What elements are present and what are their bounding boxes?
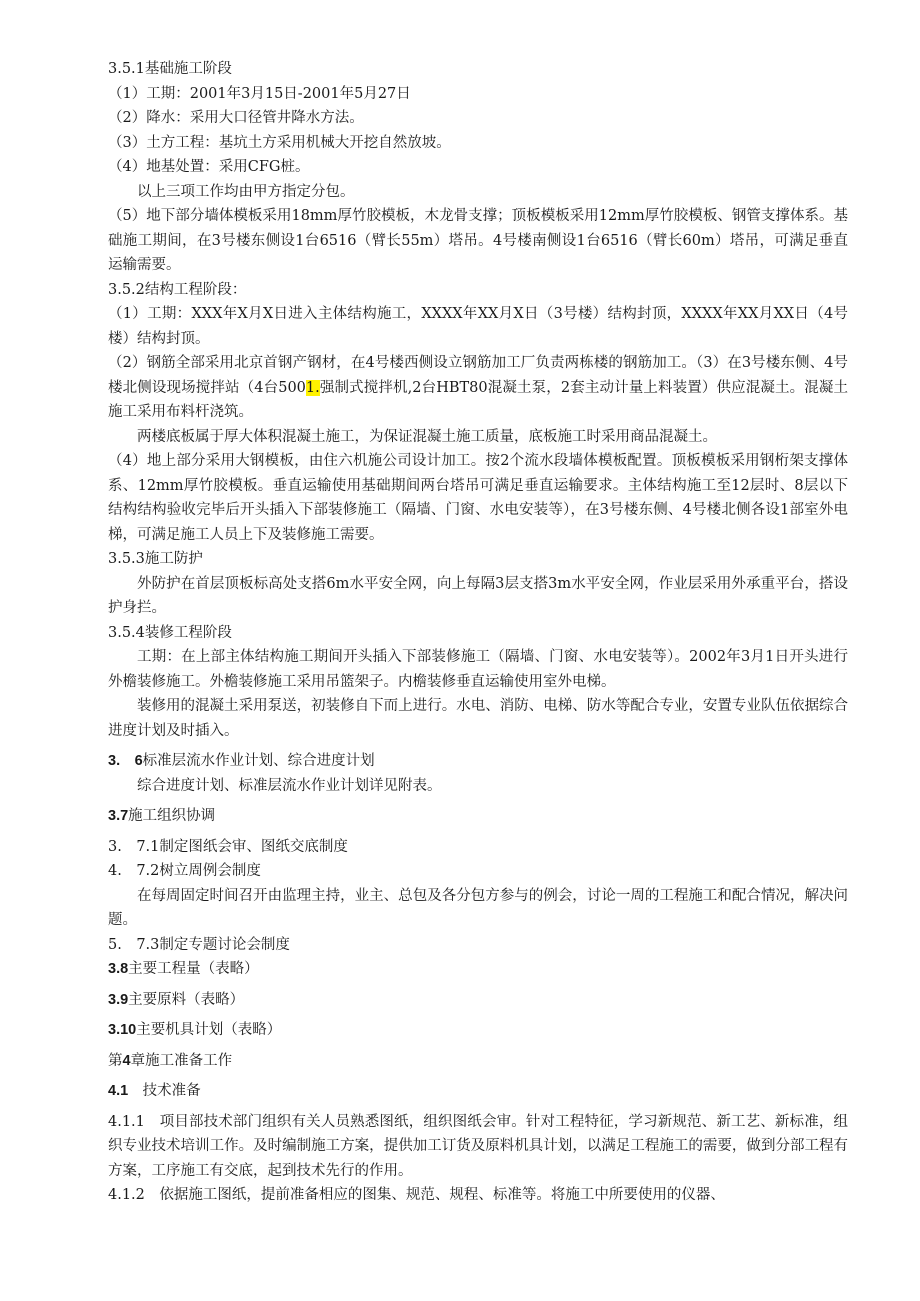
section-number: 3.10 [108,1022,137,1038]
section-heading-3-5-3: 3.5.3施工防护 [108,551,203,567]
section-heading-3-9 [108,988,848,1013]
document-page [108,57,848,1208]
paragraph: 两楼底板属于厚大体积混凝土施工，为保证混凝土施工质量，底板施工时采用商品混凝土。 [137,428,717,445]
section-heading-4-1 [108,1079,848,1104]
section-title: 主要工程量（表略） [128,961,259,977]
chapter-number: 4 [122,1052,131,1069]
paragraph: 在每周固定时间召开由监理主持，业主、总包及各分包方参与的例会，讨论一周的工程施工和配合情况，解决问题。 [108,887,848,928]
paragraph: （1）工期：XXX年X月X日进入主体结构施工，XXXX年XX月X日（3号楼）结构封顶，XXXX年XX月XX日（4号楼）结构封顶。 [108,306,848,347]
chapter-title: 章施工准备工作 [130,1052,233,1069]
paragraph: （4）地上部分采用大钢模板，由住六机施公司设计加工。按2个流水段墙体模板配置。顶板模板采用钢桁架支撑体系、12mm厚竹胶模板。垂直运输使用基础期间两台塔吊可满足垂直运输要求。主体结构施工至12层时、8层以下结构结构验收完毕后开头插入下部装修施工（隔墙、门窗、水电安装等），在3号楼东侧、4号楼北侧各设1部室外电梯，可满足施工人员上下及装修施工需要。 [108,453,848,543]
section-heading-3-6 [108,749,848,774]
section-number: 3.8 [108,961,129,977]
paragraph: （2）降水：采用大口径管井降水方法。 [108,110,364,126]
paragraph: （4）地基处置：采用CFG桩。 [108,159,310,175]
section-title: 施工组织协调 [128,808,216,824]
subsection-3-7-1: 3. 7.1制定图纸会审、图纸交底制度 [108,838,348,855]
section-heading-3-7 [108,804,848,829]
chapter-prefix: 第 [108,1052,123,1069]
paragraph: 工期：在上部主体结构施工期间开头插入下部装修施工（隔墙、门窗、水电安装等）。2002年3月1日开头进行外檐装修施工。外檐装修施工采用吊篮架子。内檐装修垂直运输使用室外电梯。 [108,649,848,690]
section-number: 3.9 [108,991,129,1008]
section-title: 主要原料（表略） [128,991,245,1008]
paragraph: 以上三项工作均由甲方指定分包。 [137,183,355,200]
section-heading-3-10 [108,1018,848,1043]
subsection-3-7-3: 5. 7.3制定专题讨论会制度 [108,936,290,953]
section-title: 标准层流水作业计划、综合进度计划 [142,753,375,769]
subsection-3-7-2: 4. 7.2树立周例会制度 [108,863,261,879]
paragraph: 综合进度计划、标准层流水作业计划详见附表。 [137,777,442,794]
section-title: 主要机具计划（表略） [136,1022,282,1038]
subsection-4-1-1: 4.1.1 项目部技术部门组织有关人员熟悉图纸，组织图纸会审。针对工程特征，学习新规范、新工艺、新标准，组织专业技术培训工作。及时编制施工方案，提供加工订货及原料机具计划，以满足工程施工的需要，做到分部工程有方案，工序施工有交底，起到技术先行的作用。 [108,1113,848,1179]
section-number: 4.1 [108,1083,129,1099]
section-title: 技术准备 [128,1083,201,1099]
paragraph: 装修用的混凝土采用泵送，初装修自下而上进行。水电、消防、电梯、防水等配合专业，安置专业队伍依据综合进度计划及时插入。 [108,698,848,739]
section-heading-3-5-4: 3.5.4装修工程阶段 [108,624,232,641]
subsection-4-1-2: 4.1.2 依据施工图纸，提前准备相应的图集、规范、规程、标准等。将施工中所要使用的仪器、 [108,1187,725,1203]
paragraph [108,351,848,425]
paragraph: （1）工期：2001年3月15日-2001年5月27日 [108,85,411,102]
section-heading-3-8 [108,957,848,982]
section-heading-3-5-2: 3.5.2结构工程阶段： [108,281,247,298]
section-heading-3-5-1: 3.5.1基础施工阶段 [108,61,232,77]
section-number: 3.7 [108,808,129,824]
text-run: （2）钢筋全部采用北京首钢产钢材，在4号楼西侧设立钢筋加工厂负责两栋楼的钢筋加工。（3）在3号楼东侧、4号楼北侧设现场搅拌站（4台500 [108,355,848,396]
section-number: 3. 6 [108,753,143,769]
paragraph: （3）土方工程：基坑土方采用机械大开挖自然放坡。 [108,134,451,151]
chapter-heading-4 [108,1049,848,1074]
text-run: 强制式搅拌机,2台HBT80混凝土泵，2套主动计量上料装置）供应混凝土。混凝土施工采用布料杆浇筑。 [108,379,848,420]
highlighted-text: 1. [305,379,320,396]
paragraph: （5）地下部分墙体模板采用18mm厚竹胶模板，木龙骨支撑；顶板模板采用12mm厚竹胶模板、钢管支撑体系。基础施工期间，在3号楼东侧设1台6516（臂长55m）塔吊。4号楼南侧设1台6516（臂长60m）塔吊，可满足垂直运输需要。 [108,208,848,273]
paragraph: 外防护在首层顶板标高处支搭6m水平安全网，向上每隔3层支搭3m水平安全网，作业层采用外承重平台，搭设护身拦。 [108,575,848,616]
